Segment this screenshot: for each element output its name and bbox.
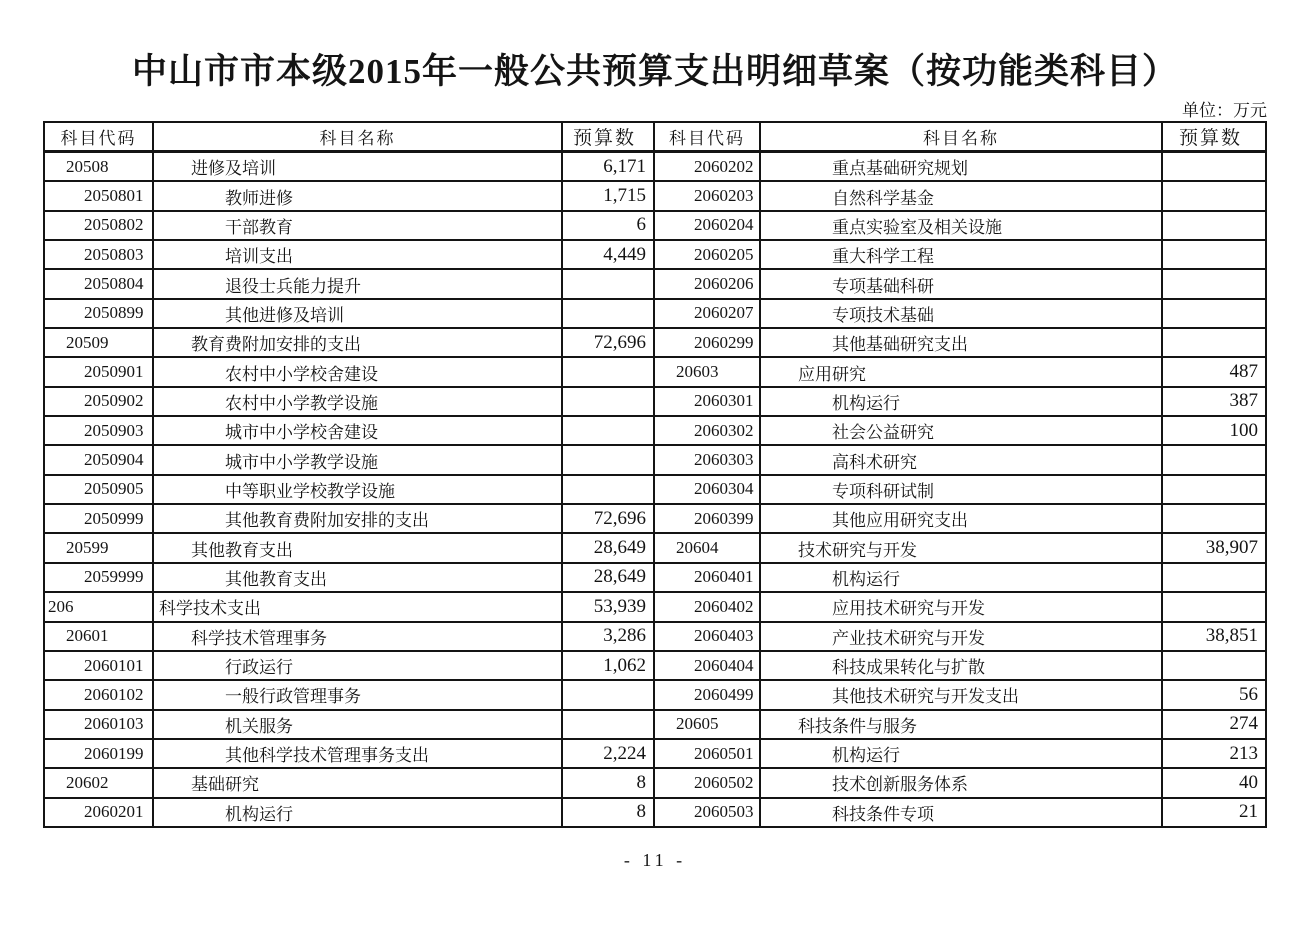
budget-value-cell: 21	[1239, 801, 1258, 823]
subject-name-cell: 退役士兵能力提升	[154, 270, 563, 297]
budget-value-cell	[563, 476, 655, 503]
subject-code-cell: 2060401	[655, 564, 761, 591]
header-budget-amount: 预算数	[563, 123, 655, 150]
table-row	[655, 769, 1265, 798]
subject-name-cell: 中等职业学校教学设施	[154, 476, 563, 503]
table-row	[45, 740, 655, 769]
subject-name-cell: 应用技术研究与开发	[761, 593, 1163, 620]
budget-value-cell	[1163, 241, 1265, 268]
table-row	[655, 182, 1265, 211]
budget-value-cell: 8	[563, 769, 655, 796]
subject-name-cell: 重点基础研究规划	[761, 153, 1163, 180]
table-row	[655, 300, 1265, 329]
table-row	[655, 241, 1265, 270]
subject-name-cell: 基础研究	[154, 769, 563, 796]
subject-code-cell: 2059999	[45, 564, 154, 591]
table-row	[655, 740, 1265, 769]
table-row	[45, 329, 655, 358]
subject-name-cell: 产业技术研究与开发	[761, 623, 1163, 650]
budget-value-cell	[1163, 270, 1265, 297]
budget-value-cell	[563, 446, 655, 473]
subject-code-cell: 2050903	[45, 417, 154, 444]
subject-code-cell: 2060199	[45, 740, 154, 767]
table-row	[45, 476, 655, 505]
table-row	[655, 212, 1265, 241]
subject-code-cell: 2050901	[45, 358, 154, 385]
budget-value-cell: 6,171	[563, 153, 655, 180]
subject-code-cell: 2050999	[45, 505, 154, 532]
subject-code-cell: 2050905	[45, 476, 154, 503]
budget-value-cell: 1,715	[563, 182, 655, 209]
table-row	[655, 417, 1265, 446]
subject-code-cell: 2060304	[655, 476, 761, 503]
budget-value-cell: 38,851	[1205, 625, 1258, 647]
budget-value-cell: 100	[1229, 419, 1258, 441]
subject-code-cell: 20599	[45, 534, 154, 561]
subject-code-cell: 2060202	[655, 153, 761, 180]
table-row	[45, 711, 655, 740]
subject-name-cell: 其他科学技术管理事务支出	[154, 740, 563, 767]
subject-name-cell: 机构运行	[761, 564, 1163, 591]
table-row	[45, 417, 655, 446]
budget-value-cell	[1163, 476, 1265, 503]
table-row	[45, 652, 655, 681]
table-row	[45, 681, 655, 710]
table-row	[45, 769, 655, 798]
subject-code-cell: 2060503	[655, 799, 761, 826]
budget-value-cell: 387	[1229, 390, 1258, 412]
table-row	[655, 681, 1265, 710]
subject-code-cell: 20605	[655, 711, 761, 738]
subject-name-cell: 专项技术基础	[761, 300, 1163, 327]
budget-value-cell	[1163, 652, 1265, 679]
subject-code-cell: 2060204	[655, 212, 761, 239]
budget-table-left-half	[45, 123, 655, 826]
page-number: - 11 -	[623, 850, 687, 870]
subject-code-cell: 20604	[655, 534, 761, 561]
table-row	[45, 300, 655, 329]
subject-name-cell: 重大科学工程	[761, 241, 1163, 268]
table-row	[45, 799, 655, 826]
subject-name-cell: 社会公益研究	[761, 417, 1163, 444]
budget-value-cell	[563, 300, 655, 327]
header-subject-name: 科目名称	[154, 123, 563, 150]
budget-value-cell	[563, 270, 655, 297]
table-row	[45, 388, 655, 417]
budget-value-cell	[1163, 212, 1265, 239]
subject-name-cell: 培训支出	[154, 241, 563, 268]
budget-value-cell	[563, 417, 655, 444]
table-row	[655, 623, 1265, 652]
subject-name-cell: 行政运行	[154, 652, 563, 679]
subject-name-cell: 专项科研试制	[761, 476, 1163, 503]
budget-value-cell: 53,939	[563, 593, 655, 620]
subject-name-cell: 教育费附加安排的支出	[154, 329, 563, 356]
subject-code-cell: 2060205	[655, 241, 761, 268]
subject-code-cell: 2060206	[655, 270, 761, 297]
table-row	[45, 446, 655, 475]
table-row	[655, 711, 1265, 740]
table-header-row	[655, 123, 1265, 153]
subject-name-cell: 机构运行	[761, 388, 1163, 415]
table-row	[45, 534, 655, 563]
subject-code-cell: 2060102	[45, 681, 154, 708]
budget-value-cell	[1163, 593, 1265, 620]
table-row	[655, 564, 1265, 593]
table-row	[655, 593, 1265, 622]
subject-name-cell: 自然科学基金	[761, 182, 1163, 209]
header-subject-code: 科目代码	[655, 123, 761, 150]
subject-name-cell: 进修及培训	[154, 153, 563, 180]
subject-code-cell: 20602	[45, 769, 154, 796]
budget-value-cell: 28,649	[563, 534, 655, 561]
subject-code-cell: 2050801	[45, 182, 154, 209]
subject-code-cell: 206	[45, 593, 154, 620]
budget-value-cell: 56	[1239, 683, 1258, 705]
left-rows	[45, 153, 655, 826]
subject-name-cell: 农村中小学校舍建设	[154, 358, 563, 385]
budget-value-cell: 6	[563, 212, 655, 239]
subject-code-cell: 2060299	[655, 329, 761, 356]
table-row	[655, 446, 1265, 475]
table-row	[45, 153, 655, 182]
subject-name-cell: 应用研究	[761, 358, 1163, 385]
subject-name-cell: 技术研究与开发	[761, 534, 1163, 561]
table-row	[45, 593, 655, 622]
table-row	[45, 505, 655, 534]
header-subject-name: 科目名称	[761, 123, 1163, 150]
table-row	[655, 329, 1265, 358]
subject-name-cell: 其他教育费附加安排的支出	[154, 505, 563, 532]
budget-value-cell	[563, 388, 655, 415]
table-row	[655, 388, 1265, 417]
budget-table	[43, 121, 1267, 828]
subject-code-cell: 2060502	[655, 769, 761, 796]
table-row	[45, 270, 655, 299]
table-row	[655, 476, 1265, 505]
table-row	[45, 623, 655, 652]
budget-value-cell	[1163, 564, 1265, 591]
header-subject-code: 科目代码	[45, 123, 154, 150]
subject-name-cell: 其他基础研究支出	[761, 329, 1163, 356]
budget-value-cell: 8	[563, 799, 655, 826]
subject-code-cell: 2060501	[655, 740, 761, 767]
table-row	[45, 241, 655, 270]
subject-code-cell: 2060303	[655, 446, 761, 473]
subject-code-cell: 2060103	[45, 711, 154, 738]
budget-value-cell: 72,696	[563, 505, 655, 532]
subject-code-cell: 2050802	[45, 212, 154, 239]
subject-name-cell: 高科术研究	[761, 446, 1163, 473]
table-row	[655, 652, 1265, 681]
budget-value-cell	[563, 681, 655, 708]
budget-value-cell: 2,224	[563, 740, 655, 767]
subject-name-cell: 教师进修	[154, 182, 563, 209]
budget-value-cell: 40	[1239, 771, 1258, 793]
page-title: 中山市市本级2015年一般公共预算支出明细草案（按功能类科目）	[131, 52, 1178, 91]
table-row	[45, 358, 655, 387]
table-row	[655, 153, 1265, 182]
subject-name-cell: 专项基础科研	[761, 270, 1163, 297]
table-row	[655, 270, 1265, 299]
budget-value-cell	[1163, 505, 1265, 532]
subject-name-cell: 城市中小学校舍建设	[154, 417, 563, 444]
subject-code-cell: 2050899	[45, 300, 154, 327]
budget-value-cell	[563, 358, 655, 385]
budget-value-cell	[1163, 182, 1265, 209]
subject-code-cell: 2060403	[655, 623, 761, 650]
subject-name-cell: 科技条件专项	[761, 799, 1163, 826]
budget-table-right-half	[655, 123, 1265, 826]
subject-name-cell: 城市中小学教学设施	[154, 446, 563, 473]
budget-value-cell	[1163, 329, 1265, 356]
table-row	[45, 212, 655, 241]
budget-value-cell: 72,696	[563, 329, 655, 356]
subject-code-cell: 2060499	[655, 681, 761, 708]
budget-value-cell: 274	[1229, 713, 1258, 735]
subject-code-cell: 2050904	[45, 446, 154, 473]
subject-name-cell: 机关服务	[154, 711, 563, 738]
subject-name-cell: 其他进修及培训	[154, 300, 563, 327]
subject-code-cell: 20601	[45, 623, 154, 650]
header-budget-amount: 预算数	[1178, 128, 1242, 149]
table-row	[655, 534, 1265, 563]
subject-name-cell: 重点实验室及相关设施	[761, 212, 1163, 239]
subject-code-cell: 20508	[45, 153, 154, 180]
budget-value-cell: 4,449	[563, 241, 655, 268]
unit-label: 单位：万元	[1182, 101, 1267, 120]
budget-value-cell	[1163, 300, 1265, 327]
subject-name-cell: 机构运行	[761, 740, 1163, 767]
subject-name-cell: 其他应用研究支出	[761, 505, 1163, 532]
table-row	[655, 505, 1265, 534]
budget-value-cell	[563, 711, 655, 738]
subject-name-cell: 科技条件与服务	[761, 711, 1163, 738]
table-header-row	[45, 123, 655, 153]
subject-code-cell: 2060399	[655, 505, 761, 532]
right-rows	[655, 153, 1265, 826]
table-row	[655, 358, 1265, 387]
table-row	[45, 564, 655, 593]
budget-value-cell: 487	[1229, 361, 1258, 383]
budget-value-cell	[1163, 153, 1265, 180]
subject-code-cell: 2060201	[45, 799, 154, 826]
subject-code-cell: 2060101	[45, 652, 154, 679]
table-row	[655, 799, 1265, 826]
budget-value-cell: 28,649	[563, 564, 655, 591]
budget-value-cell: 1,062	[563, 652, 655, 679]
subject-name-cell: 其他技术研究与开发支出	[761, 681, 1163, 708]
subject-name-cell: 其他教育支出	[154, 534, 563, 561]
subject-code-cell: 2060302	[655, 417, 761, 444]
table-row	[45, 182, 655, 211]
subject-code-cell: 2060404	[655, 652, 761, 679]
budget-value-cell	[1163, 446, 1265, 473]
subject-name-cell: 其他教育支出	[154, 564, 563, 591]
budget-value-cell: 38,907	[1205, 537, 1258, 559]
budget-value-cell: 213	[1229, 742, 1258, 764]
subject-code-cell: 2060402	[655, 593, 761, 620]
subject-code-cell: 2050804	[45, 270, 154, 297]
subject-name-cell: 一般行政管理事务	[154, 681, 563, 708]
subject-code-cell: 2050803	[45, 241, 154, 268]
subject-name-cell: 技术创新服务体系	[761, 769, 1163, 796]
subject-code-cell: 2060203	[655, 182, 761, 209]
subject-code-cell: 2060207	[655, 300, 761, 327]
subject-code-cell: 20603	[655, 358, 761, 385]
subject-name-cell: 科学技术管理事务	[154, 623, 563, 650]
subject-name-cell: 干部教育	[154, 212, 563, 239]
subject-name-cell: 农村中小学教学设施	[154, 388, 563, 415]
subject-name-cell: 科技成果转化与扩散	[761, 652, 1163, 679]
subject-name-cell: 机构运行	[154, 799, 563, 826]
subject-code-cell: 2050902	[45, 388, 154, 415]
budget-value-cell: 3,286	[563, 623, 655, 650]
subject-code-cell: 20509	[45, 329, 154, 356]
subject-name-cell: 科学技术支出	[154, 593, 563, 620]
subject-code-cell: 2060301	[655, 388, 761, 415]
